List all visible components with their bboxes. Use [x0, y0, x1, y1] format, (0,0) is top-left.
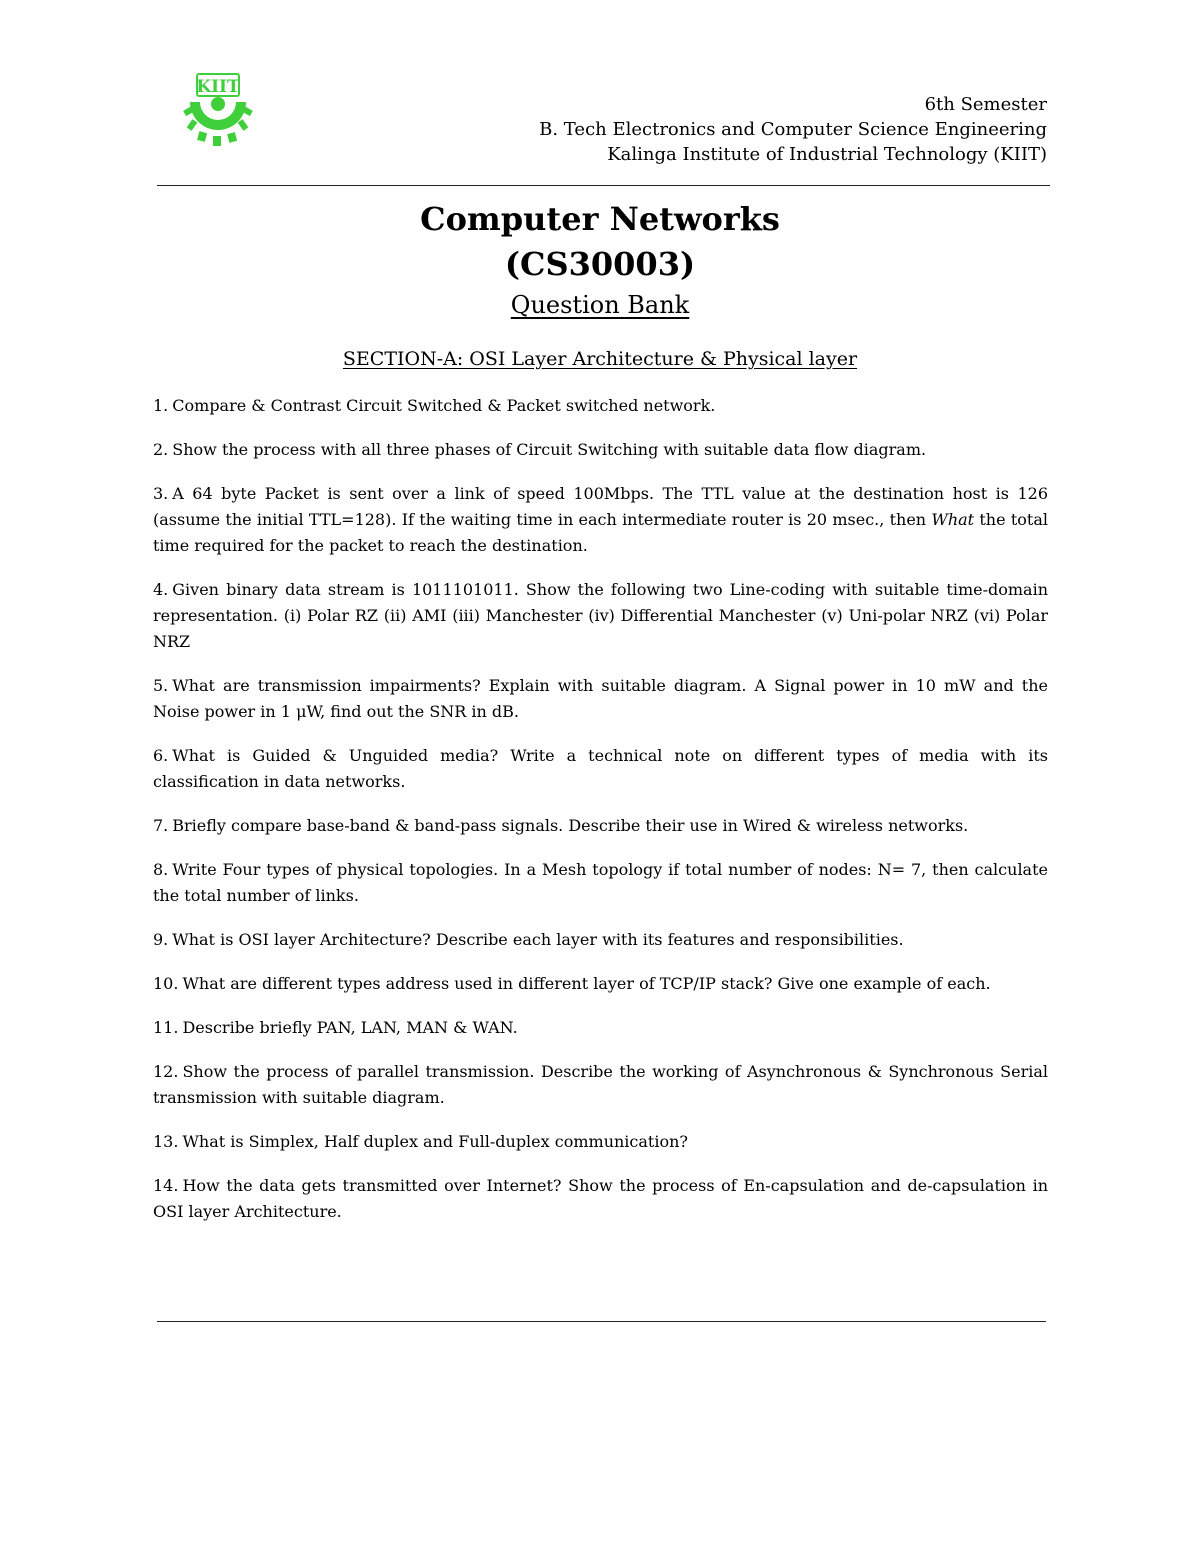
question-item: 14. How the data gets transmitted over Internet? Show the process of En-capsulation and de-capsulation in OSI layer Architecture. — [153, 1176, 1048, 1221]
kiit-logo — [180, 72, 256, 148]
question-item: 9. What is OSI layer Architecture? Describe each layer with its features and responsibilities. — [153, 930, 904, 949]
question-item: 3. A 64 byte Packet is sent over a link of speed 100Mbps. The TTL value at the destination host is 126 (assume the initial TTL=128). If the waiting time in each intermediate router is 20 msec., then What the total time required for the packet to reach the destination. — [153, 484, 1048, 555]
question-item: 2. Show the process with all three phases of Circuit Switching with suitable data flow diagram. — [153, 440, 927, 459]
question-item: 1. Compare & Contrast Circuit Switched & Packet switched network. — [153, 396, 716, 415]
semester-label: 6th Semester — [924, 94, 1047, 115]
course-code: (CS30003) — [504, 245, 696, 283]
header-divider — [157, 185, 1050, 186]
question-item: 7. Briefly compare base-band & band-pass signals. Describe their use in Wired & wireless networks. — [153, 816, 969, 835]
question-item: 5. What are transmission impairments? Explain with suitable diagram. A Signal power in 10 mW and the Noise power in 1 μW, find out the SNR in dB. — [153, 676, 1048, 721]
question-item: 11. Describe briefly PAN, LAN, MAN & WAN. — [153, 1018, 518, 1037]
question-item: 12. Show the process of parallel transmission. Describe the working of Asynchronous & Synchronous Serial transmission with suitable diagram. — [153, 1062, 1048, 1107]
program-label: B. Tech Electronics and Computer Science Engineering — [539, 119, 1047, 140]
question-item: 6. What is Guided & Unguided media? Write a technical note on different types of media with its classification in data networks. — [153, 746, 1048, 791]
footer-divider — [157, 1321, 1046, 1322]
institute-label: Kalinga Institute of Industrial Technology (KIIT) — [607, 144, 1047, 165]
header-info — [539, 92, 1047, 167]
course-title: Computer Networks — [420, 200, 780, 238]
section-heading: SECTION-A: OSI Layer Architecture & Physical layer — [342, 348, 858, 370]
question-item: 10. What are different types address used in different layer of TCP/IP stack? Give one example of each. — [153, 974, 991, 993]
question-item: 13. What is Simplex, Half duplex and Full-duplex communication? — [153, 1132, 688, 1151]
document-subtitle: Question Bank — [510, 291, 690, 319]
question-item: 4. Given binary data stream is 1011101011. Show the following two Line-coding with suitable time-domain representation. (i) Polar RZ (ii) AMI (iii) Manchester (iv) Differential Manchester (v) Uni-polar NRZ (vi) Polar NRZ — [153, 580, 1048, 651]
question-list — [153, 393, 1048, 1243]
question-item: 8. Write Four types of physical topologies. In a Mesh topology if total number of nodes: N= 7, then calculate the total number of links. — [153, 860, 1048, 905]
logo-text: KIIT — [196, 77, 240, 97]
